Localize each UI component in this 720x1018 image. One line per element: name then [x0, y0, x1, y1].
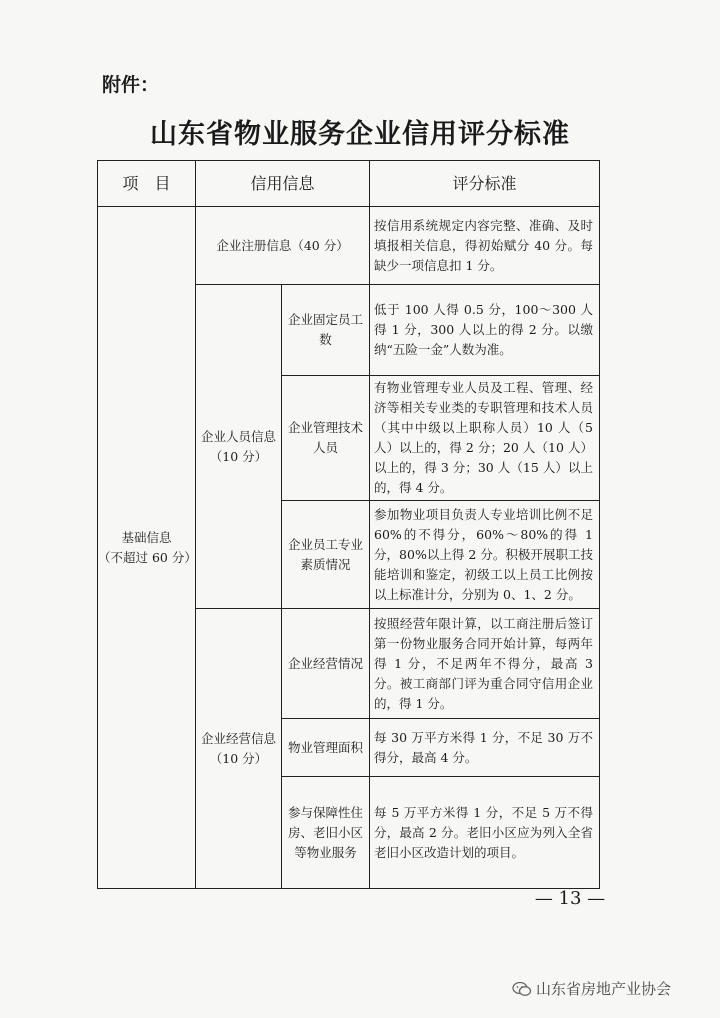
section-name: 基础信息 — [121, 529, 172, 545]
personnel-item-label: 企业员工专业素质情况 — [282, 501, 370, 609]
table-row — [98, 207, 600, 285]
personnel-item-criteria: 低于 100 人得 0.5 分，100～300 人得 1 分，300 人以上的得 2 分。以缴纳“五险一金”人数为准。 — [370, 285, 600, 376]
section-limit: （不超过 60 分） — [98, 549, 197, 565]
operations-item-criteria: 每 5 万平方米得 1 分，不足 5 万不得分，最高 2 分。老旧小区应为列入全省老旧小区改造计划的项目。 — [370, 777, 600, 889]
page-number: — 13 — — [534, 888, 606, 909]
registration-label: 企业注册信息（40 分） — [196, 207, 370, 285]
personnel-name: 企业人员信息 — [200, 428, 276, 444]
personnel-points: （10 分） — [209, 448, 268, 464]
operations-item-label: 物业管理面积 — [282, 719, 370, 777]
document-title: 山东省物业服务企业信用评分标准 — [150, 119, 570, 150]
operations-name: 企业经营信息 — [200, 730, 276, 746]
operations-item-label: 参与保障性住房、老旧小区等物业服务 — [282, 777, 370, 889]
header-criteria: 评分标准 — [370, 161, 600, 207]
footer-watermark — [512, 978, 712, 999]
scoring-table — [97, 160, 600, 889]
operations-item-criteria: 按照经营年限计算，以工商注册后签订第一份物业服务合同开始计算，每两年得 1 分，不足两年不得分，最高 3 分。被工商部门评为重合同守信用企业的，得 1 分。 — [370, 609, 600, 719]
operations-group — [196, 609, 282, 889]
operations-item-label: 企业经营情况 — [282, 609, 370, 719]
section-cell — [98, 207, 196, 889]
wechat-icon — [512, 981, 532, 997]
personnel-item-label: 企业固定员工数 — [282, 285, 370, 376]
registration-criteria: 按信用系统规定内容完整、准确、及时填报相关信息，得初始赋分 40 分。每缺少一项信息扣 1 分。 — [370, 207, 600, 285]
table-header-row — [98, 161, 600, 207]
header-credit-info: 信用信息 — [196, 161, 370, 207]
personnel-item-label: 企业管理技术人员 — [282, 376, 370, 501]
footer-account-name: 山东省房地产业协会 — [536, 980, 672, 998]
header-project: 项 目 — [98, 161, 196, 207]
operations-item-criteria: 每 30 万平方米得 1 分，不足 30 万不得分，最高 4 分。 — [370, 719, 600, 777]
personnel-item-criteria: 有物业管理专业人员及工程、管理、经济等相关专业类的专职管理和技术人员（其中中级以上职称人员）10 人（5 人）以上的，得 2 分；20 人（10 人）以上的，得 3 分；30 人（15 人）以上的，得 4 分。 — [370, 376, 600, 501]
attachment-label: 附件： — [102, 74, 160, 96]
operations-points: （10 分） — [209, 750, 268, 766]
personnel-item-criteria: 参加物业项目负责人专业培训比例不足 60%的不得分，60%～80%的得 1 分，80%以上得 2 分。积极开展职工技能培训和鉴定，初级工以上员工比例按以上标准计分，分别为 0、1、2 分。 — [370, 501, 600, 609]
personnel-group — [196, 285, 282, 609]
